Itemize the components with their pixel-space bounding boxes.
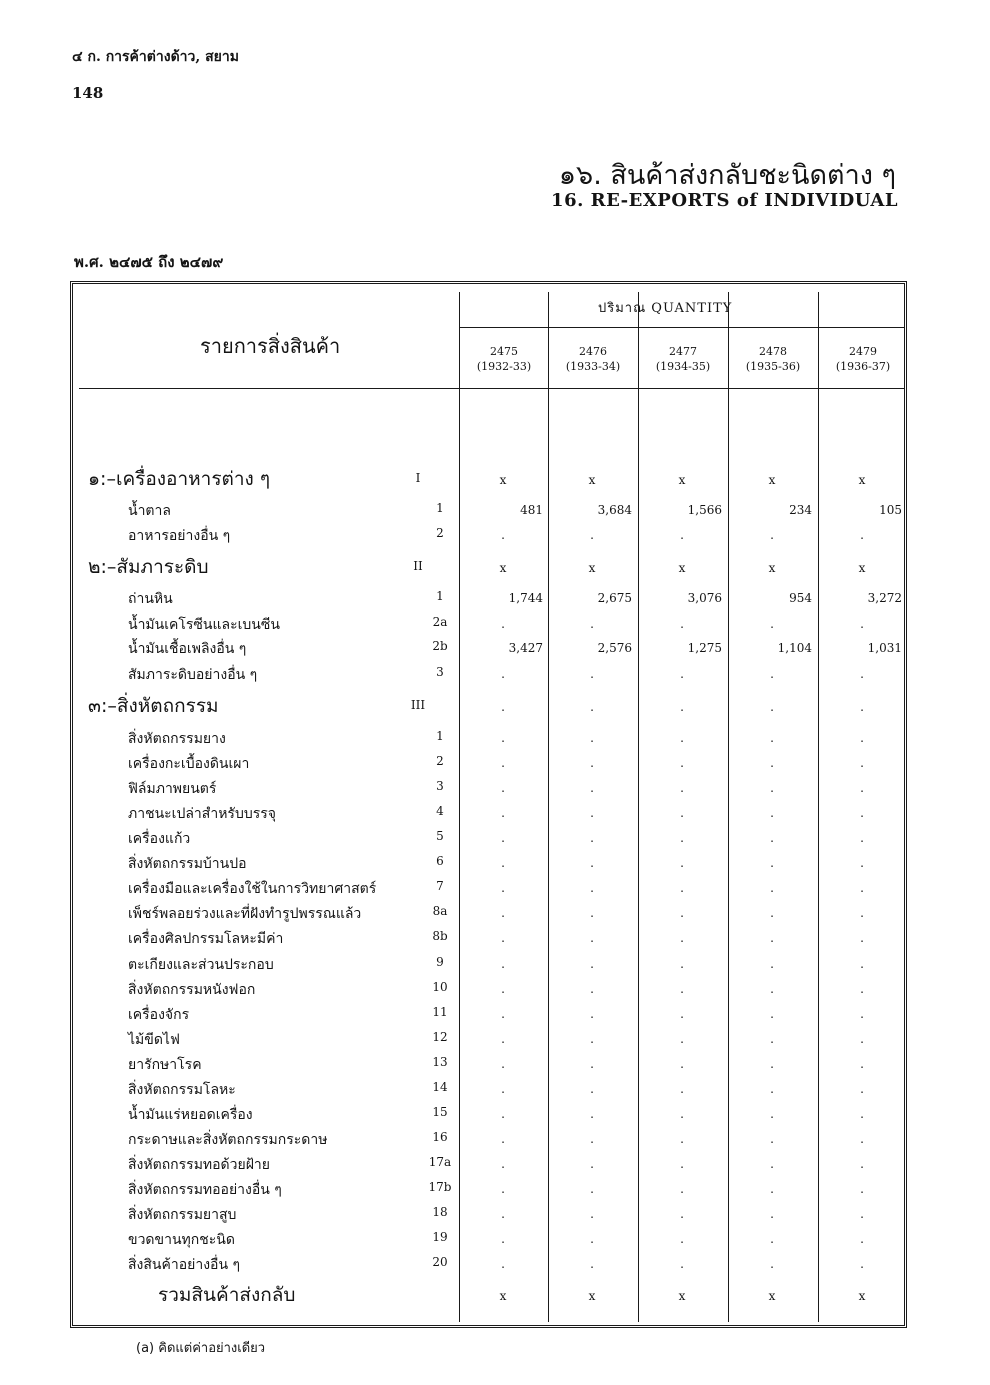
row-label: ถ่านหิน xyxy=(128,591,173,607)
table-cell: . xyxy=(501,931,505,945)
table-cell: . xyxy=(590,1032,594,1046)
table-cell: . xyxy=(590,1157,594,1171)
row-code: 9 xyxy=(436,955,444,969)
section-label: ๑:–เครื่องอาหารต่าง ๆ xyxy=(88,468,271,490)
table-cell: . xyxy=(590,781,594,795)
table-cell: . xyxy=(680,1007,684,1021)
page-number: 148 xyxy=(72,84,104,102)
row-label: ยารักษาโรค xyxy=(128,1057,202,1073)
row-label: น้ำตาล xyxy=(128,503,171,519)
table-cell: . xyxy=(770,781,774,795)
table-cell: . xyxy=(680,906,684,920)
row-label: สิ่งสินค้าอย่างอื่น ๆ xyxy=(128,1257,240,1273)
table-cell: . xyxy=(860,1007,864,1021)
year-ce: (1934-35) xyxy=(655,360,711,373)
table-cell: . xyxy=(680,731,684,745)
table-cell: . xyxy=(680,1232,684,1246)
table-cell: . xyxy=(770,906,774,920)
table-cell: . xyxy=(501,1182,505,1196)
row-label: เพ็ชร์พลอยร่วงและที่ฝังทำรูปพรรณแล้ว xyxy=(128,906,362,922)
year-header xyxy=(639,344,727,374)
table-cell: x xyxy=(858,1289,866,1303)
table-cell: . xyxy=(501,731,505,745)
row-label: ขวดขานทุกชะนิด xyxy=(128,1232,235,1248)
table-cell: . xyxy=(860,1057,864,1071)
table-cell: . xyxy=(770,1257,774,1271)
table-cell: . xyxy=(860,881,864,895)
table-cell: x xyxy=(678,561,686,575)
table-cell: . xyxy=(680,700,684,714)
table-cell: . xyxy=(501,881,505,895)
row-code: 3 xyxy=(436,779,444,793)
table-cell: . xyxy=(501,1032,505,1046)
row-code: 1 xyxy=(436,589,444,603)
year-ce: (1933-34) xyxy=(565,360,621,373)
table-cell: . xyxy=(590,1007,594,1021)
table-cell: . xyxy=(680,881,684,895)
table-cell: . xyxy=(590,667,594,681)
table-cell: 3,684 xyxy=(597,503,632,517)
row-label: สัมภาระดิบอย่างอื่น ๆ xyxy=(128,667,258,683)
row-code: III xyxy=(410,698,426,712)
table-cell: . xyxy=(770,831,774,845)
table-cell: . xyxy=(860,731,864,745)
table-cell: . xyxy=(680,756,684,770)
row-label: เครื่องจักร xyxy=(128,1007,190,1023)
table-cell: 1,744 xyxy=(508,591,543,605)
year-header xyxy=(549,344,637,374)
table-cell: 481 xyxy=(520,503,543,517)
row-code: 7 xyxy=(436,879,444,893)
row-code: II xyxy=(413,559,423,573)
table-cell: . xyxy=(501,1207,505,1221)
table-cell: . xyxy=(501,1157,505,1171)
table-cell: . xyxy=(770,957,774,971)
table-cell: . xyxy=(860,1232,864,1246)
table-cell: . xyxy=(860,617,864,631)
table-cell: . xyxy=(860,756,864,770)
row-code: 14 xyxy=(432,1080,448,1094)
row-code: 11 xyxy=(432,1005,448,1019)
table-cell: . xyxy=(680,931,684,945)
table-cell: . xyxy=(590,1057,594,1071)
table-cell: . xyxy=(680,528,684,542)
table-cell: . xyxy=(680,1207,684,1221)
table-cell: x xyxy=(858,473,866,487)
running-header: ๔ ก. การค้าต่างด้าว, สยาม xyxy=(72,49,239,65)
table-cell: . xyxy=(590,1082,594,1096)
table-cell: . xyxy=(590,756,594,770)
table-cell: . xyxy=(590,1232,594,1246)
table-cell: x xyxy=(499,473,507,487)
table-cell: . xyxy=(501,1107,505,1121)
year-header xyxy=(819,344,907,374)
column-rule xyxy=(728,292,729,1322)
table-cell: . xyxy=(860,982,864,996)
section-label: ๒:–สัมภาระดิบ xyxy=(88,556,209,578)
table-title-thai: ๑๖. สินค้าส่งกลับชะนิดต่าง ๆ xyxy=(558,160,896,191)
table-cell: . xyxy=(770,667,774,681)
row-code: 8b xyxy=(432,929,448,943)
row-label: สิ่งหัตถกรรมบ้านปอ xyxy=(128,856,247,872)
table-cell: . xyxy=(501,982,505,996)
row-label: ตะเกียงและส่วนประกอบ xyxy=(128,957,274,973)
table-cell: 3,076 xyxy=(687,591,722,605)
table-cell: . xyxy=(680,1057,684,1071)
column-rule xyxy=(638,292,639,1322)
table-cell: . xyxy=(590,1182,594,1196)
table-cell: . xyxy=(770,1057,774,1071)
table-cell: 234 xyxy=(789,503,812,517)
table-cell: 105 xyxy=(879,503,902,517)
table-cell: . xyxy=(860,906,864,920)
table-cell: . xyxy=(590,831,594,845)
row-code: 17a xyxy=(428,1155,452,1169)
table-cell: x xyxy=(499,561,507,575)
table-cell: . xyxy=(680,1132,684,1146)
table-cell: 1,566 xyxy=(687,503,722,517)
table-cell: . xyxy=(590,856,594,870)
table-cell: . xyxy=(680,667,684,681)
table-cell: . xyxy=(680,617,684,631)
table-cell: . xyxy=(590,931,594,945)
table-cell: . xyxy=(680,856,684,870)
row-label: ฟิล์มภาพยนตร์ xyxy=(128,781,217,797)
row-code: 13 xyxy=(432,1055,448,1069)
row-label: น้ำมันแร่หยอดเครื่อง xyxy=(128,1107,253,1123)
table-cell: 2,576 xyxy=(597,641,632,655)
table-cell: 1,104 xyxy=(777,641,812,655)
table-cell: . xyxy=(770,806,774,820)
table-title-english: 16. RE-EXPORTS of INDIVIDUAL xyxy=(551,190,898,211)
table-cell: . xyxy=(590,957,594,971)
year-be: 2478 xyxy=(759,345,787,358)
table-cell: x xyxy=(768,473,776,487)
table-cell: . xyxy=(590,906,594,920)
table-cell: x xyxy=(588,473,596,487)
table-cell: . xyxy=(770,1232,774,1246)
table-cell: . xyxy=(860,1032,864,1046)
row-code: 1 xyxy=(436,501,444,515)
table-cell: . xyxy=(501,700,505,714)
table-cell: . xyxy=(770,1007,774,1021)
table-cell: . xyxy=(770,1132,774,1146)
table-cell: . xyxy=(590,1107,594,1121)
row-code: 18 xyxy=(432,1205,448,1219)
table-cell: . xyxy=(680,957,684,971)
table-cell: . xyxy=(770,982,774,996)
table-cell: . xyxy=(501,756,505,770)
year-ce: (1932-33) xyxy=(476,360,532,373)
table-cell: . xyxy=(770,1157,774,1171)
row-code: I xyxy=(415,471,421,485)
year-be: 2477 xyxy=(669,345,697,358)
table-cell: . xyxy=(680,806,684,820)
table-cell: . xyxy=(770,528,774,542)
table-cell: x xyxy=(678,1289,686,1303)
table-cell: . xyxy=(680,781,684,795)
table-cell: . xyxy=(501,1132,505,1146)
row-code: 2 xyxy=(436,754,444,768)
table-cell: . xyxy=(590,1257,594,1271)
row-code: 16 xyxy=(432,1130,448,1144)
row-code: 1 xyxy=(436,729,444,743)
table-cell: . xyxy=(590,982,594,996)
row-label: สิ่งหัตถกรรมยาสูบ xyxy=(128,1207,237,1223)
table-cell: . xyxy=(501,1007,505,1021)
table-cell: . xyxy=(501,1082,505,1096)
year-be: 2479 xyxy=(849,345,877,358)
table-cell: . xyxy=(680,982,684,996)
row-label: กระดาษและสิ่งหัตถกรรมกระดาษ xyxy=(128,1132,328,1148)
table-cell: . xyxy=(680,1082,684,1096)
table-cell: . xyxy=(860,1082,864,1096)
table-cell: . xyxy=(680,831,684,845)
table-cell: x xyxy=(678,473,686,487)
table-cell: . xyxy=(590,806,594,820)
table-cell: . xyxy=(590,700,594,714)
table-cell: . xyxy=(860,1107,864,1121)
table-cell: . xyxy=(860,667,864,681)
table-cell: . xyxy=(770,1032,774,1046)
table-cell: x xyxy=(499,1289,507,1303)
item-column-header: รายการสิ่งสินค้า xyxy=(200,334,341,358)
table-cell: . xyxy=(501,528,505,542)
row-code: 3 xyxy=(436,665,444,679)
row-label: ภาชนะเปล่าสำหรับบรรจุ xyxy=(128,806,276,822)
row-code: 17b xyxy=(428,1180,452,1194)
table-cell: x xyxy=(768,1289,776,1303)
table-cell: . xyxy=(860,781,864,795)
table-cell: . xyxy=(770,881,774,895)
period-label: พ.ศ. ๒๔๗๕ ถึง ๒๔๗๙ xyxy=(74,253,224,271)
table-cell: 2,675 xyxy=(597,591,632,605)
table-cell: . xyxy=(860,806,864,820)
table-cell: . xyxy=(770,1082,774,1096)
table-cell: . xyxy=(860,1132,864,1146)
row-code: 5 xyxy=(436,829,444,843)
table-cell: . xyxy=(680,1032,684,1046)
year-ce: (1936-37) xyxy=(835,360,891,373)
table-cell: . xyxy=(770,731,774,745)
quantity-subrule xyxy=(459,327,905,328)
table-cell: x xyxy=(588,561,596,575)
section-label: ๓:–สิ่งหัตถกรรม xyxy=(88,695,219,717)
footnote: (a) คิดแต่ค่าอย่างเดียว xyxy=(136,1341,266,1356)
table-cell: . xyxy=(860,1207,864,1221)
table-cell: . xyxy=(860,831,864,845)
table-cell: . xyxy=(501,957,505,971)
row-code: 19 xyxy=(432,1230,448,1244)
row-code: 10 xyxy=(432,980,448,994)
table-cell: . xyxy=(770,617,774,631)
year-ce: (1935-36) xyxy=(745,360,801,373)
table-cell: . xyxy=(860,856,864,870)
table-cell: . xyxy=(770,756,774,770)
table-cell: . xyxy=(680,1182,684,1196)
table-cell: 3,427 xyxy=(508,641,543,655)
table-cell: . xyxy=(770,931,774,945)
year-header xyxy=(729,344,817,374)
total-label: รวมสินค้าส่งกลับ xyxy=(158,1284,296,1306)
year-be: 2476 xyxy=(579,345,607,358)
row-code: 2a xyxy=(432,615,448,629)
row-label: อาหารอย่างอื่น ๆ xyxy=(128,528,231,544)
table-cell: . xyxy=(590,1207,594,1221)
table-cell: . xyxy=(680,1157,684,1171)
table-cell: . xyxy=(860,700,864,714)
table-cell: x xyxy=(858,561,866,575)
table-cell: . xyxy=(770,1182,774,1196)
year-header xyxy=(460,344,548,374)
table-cell: . xyxy=(590,528,594,542)
row-label: ไม้ขีดไฟ xyxy=(128,1032,180,1048)
header-rule xyxy=(79,388,905,389)
table-cell: . xyxy=(590,881,594,895)
row-code: 2b xyxy=(432,639,448,653)
table-cell: . xyxy=(860,957,864,971)
table-cell: . xyxy=(501,1057,505,1071)
table-cell: . xyxy=(860,1157,864,1171)
row-code: 12 xyxy=(432,1030,448,1044)
row-label: น้ำมันเคโรซีนและเบนซีน xyxy=(128,617,280,633)
row-code: 4 xyxy=(436,804,444,818)
row-label: สิ่งหัตถกรรมหนังฟอก xyxy=(128,982,256,998)
table-cell: . xyxy=(501,856,505,870)
table-cell: . xyxy=(860,931,864,945)
table-cell: . xyxy=(860,1182,864,1196)
table-cell: . xyxy=(770,1107,774,1121)
quantity-header: ปริมาณ QUANTITY xyxy=(598,301,733,316)
row-label: สิ่งหัตถกรรมทออย่างอื่น ๆ xyxy=(128,1182,282,1198)
table-cell: . xyxy=(590,731,594,745)
year-be: 2475 xyxy=(490,345,518,358)
row-label: สิ่งหัตถกรรมโลหะ xyxy=(128,1082,236,1098)
table-cell: . xyxy=(860,528,864,542)
table-cell: . xyxy=(501,831,505,845)
row-label: สิ่งหัตถกรรมยาง xyxy=(128,731,226,747)
row-label: เครื่องกะเบื้องดินเผา xyxy=(128,756,250,772)
row-label: เครื่องศิลปกรรมโลหะมีค่า xyxy=(128,931,284,947)
row-code: 20 xyxy=(432,1255,448,1269)
table-cell: . xyxy=(770,1207,774,1221)
table-cell: 954 xyxy=(789,591,812,605)
row-code: 2 xyxy=(436,526,444,540)
row-label: สิ่งหัตถกรรมทอด้วยฝ้าย xyxy=(128,1157,270,1173)
table-cell: . xyxy=(680,1107,684,1121)
table-cell: . xyxy=(501,667,505,681)
table-cell: 1,275 xyxy=(687,641,722,655)
row-label: น้ำมันเชื้อเพลิงอื่น ๆ xyxy=(128,641,247,657)
table-cell: x xyxy=(588,1289,596,1303)
table-cell: . xyxy=(860,1257,864,1271)
row-code: 6 xyxy=(436,854,444,868)
table-cell: . xyxy=(680,1257,684,1271)
table-cell: . xyxy=(501,906,505,920)
table-cell: . xyxy=(590,617,594,631)
table-cell: . xyxy=(501,1232,505,1246)
row-code: 8a xyxy=(432,904,448,918)
table-cell: 1,031 xyxy=(867,641,902,655)
table-cell: . xyxy=(770,856,774,870)
table-cell: . xyxy=(590,1132,594,1146)
table-cell: x xyxy=(768,561,776,575)
table-cell: . xyxy=(501,617,505,631)
table-cell: . xyxy=(501,806,505,820)
table-cell: 3,272 xyxy=(867,591,902,605)
column-rule xyxy=(548,292,549,1322)
row-label: เครื่องแก้ว xyxy=(128,831,191,847)
table-cell: . xyxy=(770,700,774,714)
row-code: 15 xyxy=(432,1105,448,1119)
table-cell: . xyxy=(501,1257,505,1271)
row-label: เครื่องมือและเครื่องใช้ในการวิทยาศาสตร์ xyxy=(128,881,377,897)
column-rule xyxy=(818,292,819,1322)
table-cell: . xyxy=(501,781,505,795)
